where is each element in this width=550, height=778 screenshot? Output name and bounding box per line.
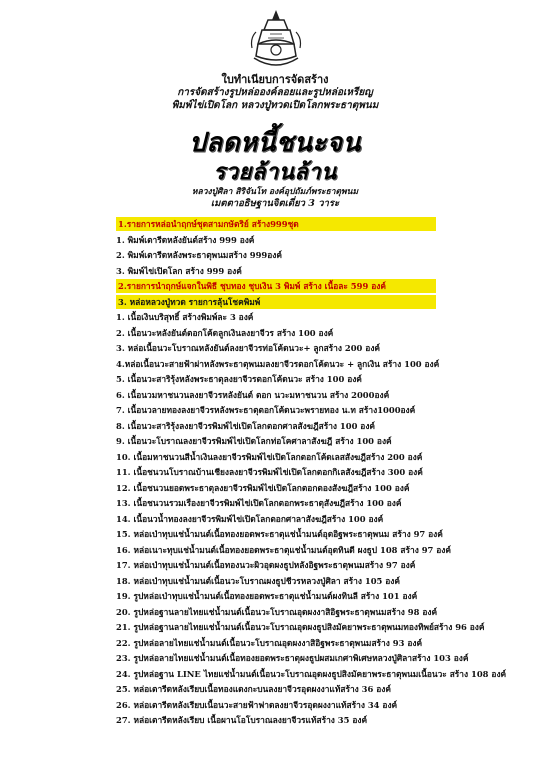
section-heading-label: 2.รายการนำฤกษ์แจกในพิธี ชุบทอง ชุบเงิน 3 พิมพ์ สร้าง เนื้อละ 599 องค์ [118, 281, 386, 291]
list-item [116, 667, 506, 681]
list-item-label: 23. รูปหล่อลายไทยแช่น้ำมนต์เนื้อทองยอดพระธาตุผงธูปผสมเกศาพิเศษหลวงปู่ศิลาสร้าง 103 องค์ [116, 653, 469, 663]
list-item-label: 2. เนื้อนวะหลังยันต์ตอกโค้ดลูกเงินลงยาจีวร สร้าง 100 องค์ [116, 327, 334, 338]
list-item [116, 233, 254, 247]
presenter-line: หลวงปู่ศิลา สิริจันโท องค์อุปถัมภ์พระธาตุพนม [191, 187, 359, 197]
list-item [116, 403, 415, 417]
list-item-label: 3. หล่อเนื้อนวะโบราณหลังยันต์ลงยาจีวรท่อโค้ดนวะ+ ลูกสร้าง 200 องค์ [116, 343, 381, 353]
list-item [116, 326, 333, 340]
motto-line: เมตตาอธิษฐานจิตเดี่ยว 3 วาระ [210, 198, 340, 209]
list-item-label: 14. เนื้อนวน้ำทองลงยาจีวรพิมพ์ไข่เปิดโลกตอกศาลาสังฆฎีสร้าง 100 องค์ [116, 513, 384, 524]
list-item-label: 21. รูปหล่อฐานลายไทยแช่น้ำมนต์เนื้อนวะโบราณอุดผงธูปสิงมัคยาพระธาตุพนมทองทิพย์สร้าง 96 องค์ [116, 622, 485, 632]
list-item [116, 481, 409, 495]
list-item-label: 27. หล่อเตารีดหลังเรียบ เนื้อผานโอโบราณลงยาจีวรแท้สร้าง 35 องค์ [116, 715, 368, 725]
list-item [116, 589, 417, 603]
list-item-label: 9. เนื้อนวะโบราณลงยาจีวรพิมพ์ไข่เปิดโลกท่อโคศาลาสังฆฎี สร้าง 100 องค์ [116, 436, 392, 446]
list-item-label: 22. รูปหล่อลายไทยแช่น้ำมนต์เนื้อนวะโบราณอุดผงงาสิอิฐพระธาตุพนมสร้าง 93 องค์ [116, 637, 423, 648]
list-item [116, 419, 375, 433]
list-item-label: 1. เนื้อเงินบริสุทธิ์ สร้างพิมพ์ละ 3 องค์ [116, 312, 254, 322]
logo-line-1: ปลดหนี้ชนะจน [189, 128, 361, 158]
temple-emblem-icon [250, 8, 302, 72]
document-subtitle-2: พิมพ์ไข่เปิดโลก หลวงปู่ทวดเปิดโลกพระธาตุพนม [171, 100, 379, 111]
list-item-label: 20. รูปหล่อฐานลายไทยแช่น้ำมนต์เนื้อนวะโบราณอุดผงงาสิอิฐพระธาตุพนมสร้าง 98 องค์ [116, 606, 438, 617]
list-item-label: 26. หล่อเตารีดหลังเรียบเนื้อนวะสายฟ้าฟาดลงยาจีวรอุดผงงาแท้สร้าง 34 องค์ [116, 699, 398, 710]
logo-line-2: รวยล้านล้าน [213, 159, 337, 185]
list-item [116, 372, 362, 386]
list-item [116, 512, 383, 526]
section-heading [116, 279, 436, 293]
list-item [116, 682, 391, 696]
list-item-label: 5. เนื้อนวะสาริรุ้งหลังพระธาตุลงยาจีวรตอกโค้ดนวะ สร้าง 100 องค์ [116, 374, 362, 384]
list-item [116, 450, 422, 464]
list-item [116, 558, 415, 572]
list-item-label: 11. เนื้อชนวนโบราณบ้านเชียงลงยาจีวรพิมพ์ไข่เปิดโลกตอกกิเลสังฆฎีสร้าง 300 องค์ [116, 467, 423, 477]
list-item [116, 620, 485, 634]
list-item [116, 341, 380, 355]
list-item-label: 13. เนื้อชนวนรวมเรืองยาจีวรพิมพ์ไข่เปิดโลกตอกพระธาตุสังฆฎีสร้าง 100 องค์ [116, 498, 402, 508]
list-item [116, 713, 367, 727]
list-item [116, 605, 437, 619]
document-subtitle-1: การจัดสร้างรูปหล่อองค์ลอยและรูปหล่อเหรียญ [177, 87, 373, 98]
list-item-label: 3. พิมพ์ไข่เปิดโลก สร้าง 999 องค์ [116, 265, 242, 276]
list-item [116, 527, 443, 541]
list-item [116, 636, 422, 650]
list-item-label: 6. เนื้อนวมหาชนวนลงยาจีวรหลังยันต์ ตอก นวะมหาชนวน สร้าง 2000องค์ [116, 389, 390, 400]
section-heading-label: 1.รายการหล่อนำฤกษ์ชุดสามกษัตริย์ สร้าง999ชุด [118, 219, 299, 229]
list-item-label: 7. เนื้อนวลายทองลงยาจีวรหลังพระธาตุตอกโค้ดนวะพรายทอง น.ท สร้าง1000องค์ [116, 405, 416, 415]
list-item-label: 19. รูปหล่อเป่าทุบแช่น้ำมนต์เนื้อทองยอดพระธาตุแช่น้ำมนต์ผงทินลี สร้าง 101 องค์ [116, 591, 418, 601]
list-item [116, 248, 282, 262]
list-item [116, 388, 389, 402]
document-title: ใบทำเนียบการจัดสร้าง [221, 73, 329, 86]
list-item-label: 17. หล่อเป่าทุบแช่น้ำมนต์เนื้อทองนวะผิวอุดผงธูปหลังอิฐพระธาตุพนมสร้าง 97 องค์ [116, 560, 416, 570]
list-item-label: 10. เนื้อมหาชนวนสีน้ำเงินลงยาจีวรพิมพ์ไข่เปิดโลกตอกโค้ดเลสสังฆฎีสร้าง 200 องค์ [116, 451, 423, 462]
section-heading [116, 295, 436, 309]
list-item [116, 698, 397, 712]
calligraphy-logo [180, 116, 370, 186]
list-item-label: 24. รูปหล่อฐาน LINE ไทยแช่น้ำมนต์เนื้อนวะโบราณอุดผงธูปสิงมัคยาพระธาตุพนมเนื้อนวะ สร้าง 108 องค์ [116, 668, 507, 679]
list-item [116, 651, 468, 665]
list-item [116, 264, 242, 278]
list-item [116, 574, 400, 588]
section-heading [116, 217, 436, 231]
list-item [116, 434, 392, 448]
list-item-label: 15. หล่อเป่าทุบแช่น้ำมนต์เนื้อทองยอดพระธาตุแช่น้ำมนต์อุดอิฐพระธาตุพนม สร้าง 97 องค์ [116, 529, 443, 539]
list-item [116, 357, 439, 371]
list-item [116, 543, 451, 557]
list-item-label: 12. เนื้อชนวนยอดพระธาตุลงยาจีวรพิมพ์ไข่เปิดโลกตอกตองสังฆฎีสร้าง 100 องค์ [116, 482, 410, 493]
list-item-label: 1. พิมพ์เตารีดหลังยันต์สร้าง 999 องค์ [116, 234, 255, 245]
list-item-label: 25. หล่อเตารีดหลังเรียบเนื้อทองแดงกะบนลงยาจีวรอุดผงงาแท้สร้าง 36 องค์ [116, 684, 391, 694]
list-item [116, 310, 253, 324]
list-item [116, 496, 401, 510]
section-heading-label: 3. หล่อหลวงปู่ทวด รายการลุ้นโชคพิมพ์ [118, 296, 261, 307]
list-item-label: 8. เนื้อนวะสาริรุ้งลงยาจีวรพิมพ์ไข่เปิดโลกตอกศาลสังฆฎีสร้าง 100 องค์ [116, 420, 376, 431]
list-item-label: 16. หล่อเนาะทุบแช่น้ำมนต์เนื้อทองยอดพระธาตุแช่น้ำมนต์อุดทินดี ผงธูป 108 สร้าง 97 องค์ [116, 544, 452, 555]
list-item-label: 4.หล่อเนื้อนวะสายฟ้าผ่าหลังพระธาตุพนมลงยาจีวรตอกโค้ดนวะ + ลูกเงิน สร้าง 100 องค์ [116, 358, 440, 369]
list-item-label: 18. หล่อเป่าทุบแช่น้ำมนต์เนื้อนวะโบราณผงธูปชีวรหลวงปู่ศิลา สร้าง 105 องค์ [116, 575, 400, 586]
list-item [116, 465, 423, 479]
list-item-label: 2. พิมพ์เตารีดหลังพระธาตุพนมสร้าง 999องค์ [116, 250, 282, 260]
